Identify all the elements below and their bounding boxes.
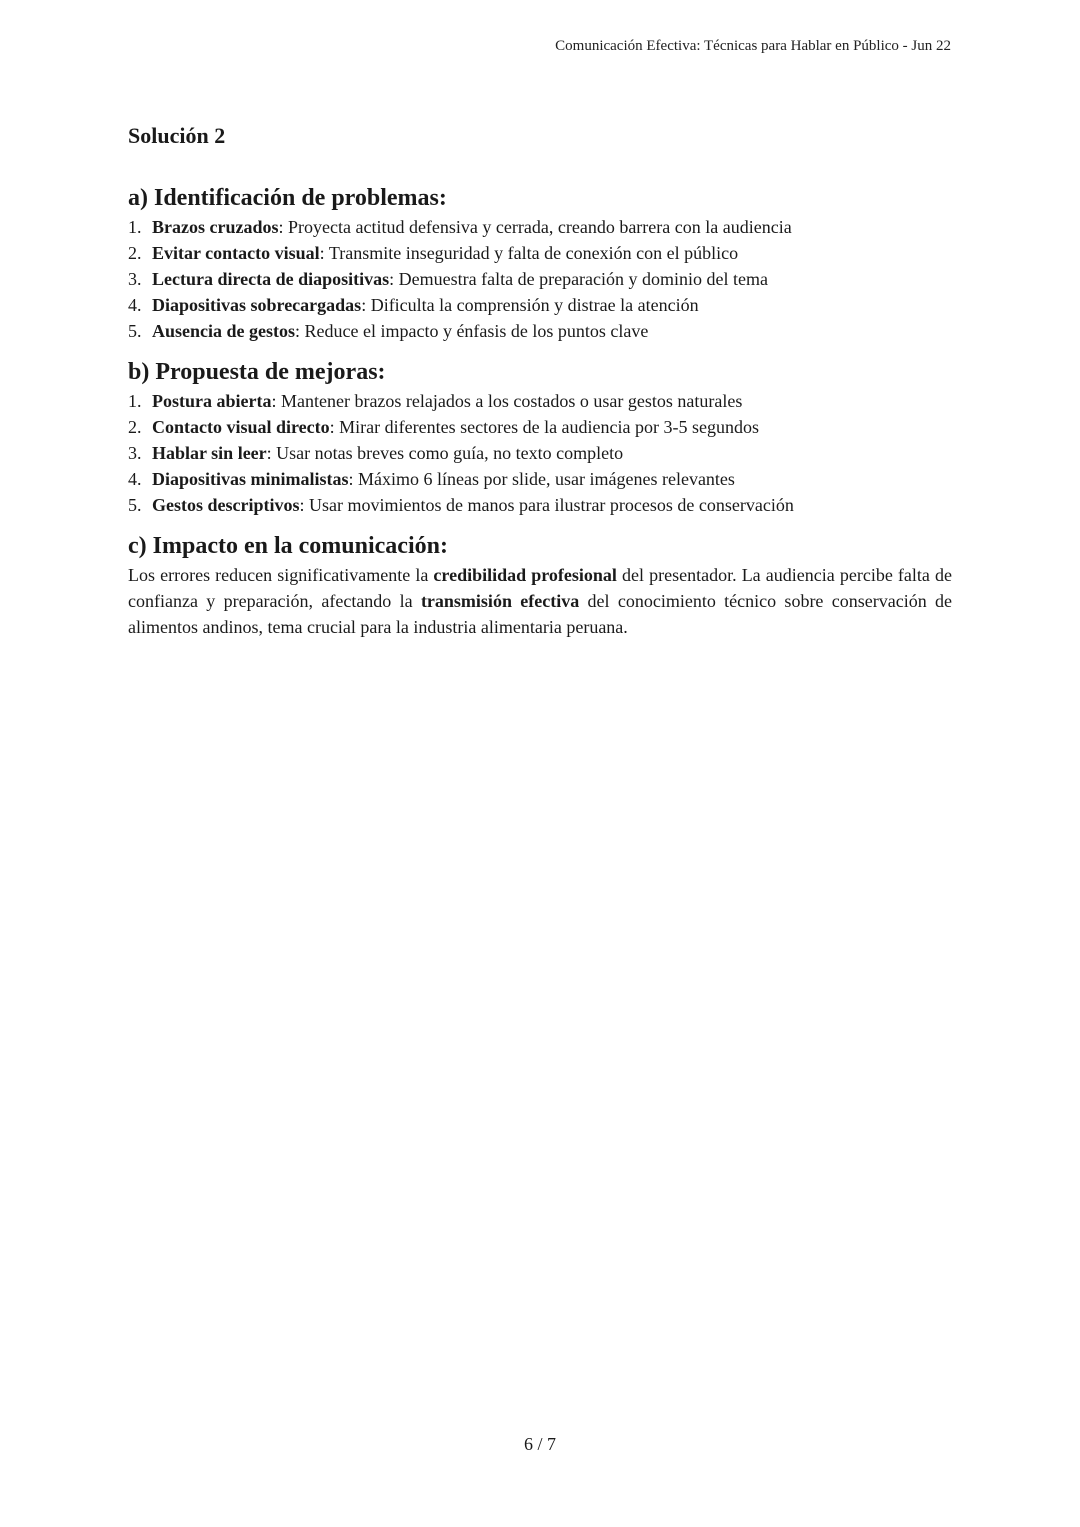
list-item: 4. Diapositivas minimalistas: Máximo 6 líneas por slide, usar imágenes relevantes bbox=[128, 469, 735, 489]
list-item: 5. Gestos descriptivos: Usar movimientos de manos para ilustrar procesos de conservación bbox=[128, 495, 794, 515]
list-item: 3. Lectura directa de diapositivas: Demuestra falta de preparación y dominio del tema bbox=[128, 269, 769, 289]
list-item: 1. Postura abierta: Mantener brazos relajados a los costados o usar gestos naturales bbox=[128, 391, 743, 411]
document-body bbox=[128, 120, 952, 654]
section-c-heading: c) Impacto en la comunicación: bbox=[128, 533, 448, 559]
section-a bbox=[128, 184, 952, 344]
list-item: 1. Brazos cruzados: Proyecta actitud defensiva y cerrada, creando barrera con la audiencia bbox=[128, 217, 792, 237]
list-item: 3. Hablar sin leer: Usar notas breves como guía, no texto completo bbox=[128, 443, 624, 463]
list-item: 2. Contacto visual directo: Mirar diferentes sectores de la audiencia por 3-5 segundos bbox=[128, 417, 760, 437]
section-b-heading: b) Propuesta de mejoras: bbox=[128, 359, 386, 385]
running-header: Comunicación Efectiva: Técnicas para Hablar en Público - Jun 22 bbox=[555, 38, 951, 54]
problems-list bbox=[128, 214, 952, 344]
list-item: 4. Diapositivas sobrecargadas: Dificulta la comprensión y distrae la atención bbox=[128, 295, 699, 315]
improvements-list bbox=[128, 388, 952, 518]
section-a-heading: a) Identificación de problemas: bbox=[128, 185, 447, 211]
list-item: 2. Evitar contacto visual: Transmite inseguridad y falta de conexión con el público bbox=[128, 243, 739, 263]
section-c bbox=[128, 532, 952, 640]
impact-paragraph: Los errores reducen significativamente la credibilidad profesional del presentador. La audiencia percibe falta de confianza y preparación, afectando la transmisión efectiva del conocimiento técnico sobre conservación de alimentos andinos, tema crucial para la industria alimentaria peruana. bbox=[128, 565, 953, 637]
section-b bbox=[128, 358, 952, 518]
page-number: 6 / 7 bbox=[523, 1434, 556, 1454]
list-item: 5. Ausencia de gestos: Reduce el impacto y énfasis de los puntos clave bbox=[128, 321, 649, 341]
solution-title: Solución 2 bbox=[128, 123, 226, 148]
